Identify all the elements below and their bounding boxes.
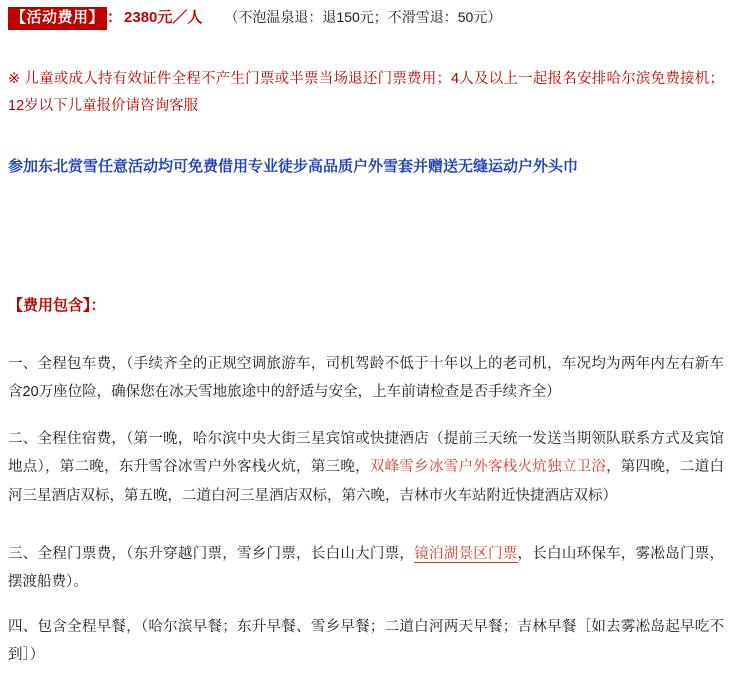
include-item-transport	[8, 350, 724, 407]
include-item-accommodation	[8, 425, 724, 510]
fee-tag-label: 【活动费用】	[8, 7, 107, 30]
eligibility-note-text: 儿童或成人持有效证件全程不产生门票或半票当场退还门票费用；4人及以上一起报名安排哈尔滨免费接机；12岁以下儿童报价请咨询客服	[8, 71, 724, 114]
include-item-tickets-suffix: ，长白山环保车，雾凇岛门票，摆渡船费）。	[8, 546, 724, 591]
include-item-transport-text: 一、全程包车费，（手续齐全的正规空调旅游车，司机驾龄不低于十年以上的老司机，车况均为两年内左右新车含20万座位险，确保您在冰天雪地旅途中的舒适与安全，上车前请检查是否手续齐全）	[8, 356, 724, 401]
eligibility-note	[8, 66, 724, 120]
include-item-breakfast-text: 四、包含全程早餐，（哈尔滨早餐；东升早餐、雪乡早餐；二道白河两天早餐；吉林早餐［如去雾凇岛起早吃不到］）	[8, 619, 724, 664]
star-icon: ※	[8, 71, 21, 87]
include-item-accommodation-prefix: 二、全程住宿费，（第一晚，哈尔滨中央大街三星宾馆或快捷酒店（提前三天统一发送当期领队联系方式及宾馆地点），第二晚，东升雪谷冰雪户外客栈火炕，第三晚，	[8, 431, 724, 476]
gear-bonus-note: 参加东北赏雪任意活动均可免费借用专业徒步高品质户外雪套并赠送无缝运动户外头巾	[8, 158, 579, 175]
section-title-includes: 【费用包含】：	[8, 297, 106, 314]
include-item-accommodation-suffix: ，第四晚，二道白河三星酒店双标，第五晚，二道白河三星酒店双标，第六晚，吉林市火车站附近快捷酒店双标）	[8, 459, 724, 504]
fee-colon: ：	[107, 9, 123, 26]
fee-amount: 2380元／人	[124, 9, 203, 26]
include-item-tickets-prefix: 三、全程门票费，（东升穿越门票，雪乡门票，长白山大门票，	[8, 546, 415, 562]
include-item-tickets	[8, 540, 724, 597]
fee-line	[8, 6, 501, 30]
include-item-breakfast	[8, 613, 724, 670]
include-item-accommodation-highlight: 双峰雪乡冰雪户外客栈火炕独立卫浴	[369, 459, 607, 476]
include-item-tickets-highlight: 镜泊湖景区门票	[414, 546, 518, 562]
fee-note: （不泡温泉退：退150元；不滑雪退：50元）	[224, 9, 502, 25]
